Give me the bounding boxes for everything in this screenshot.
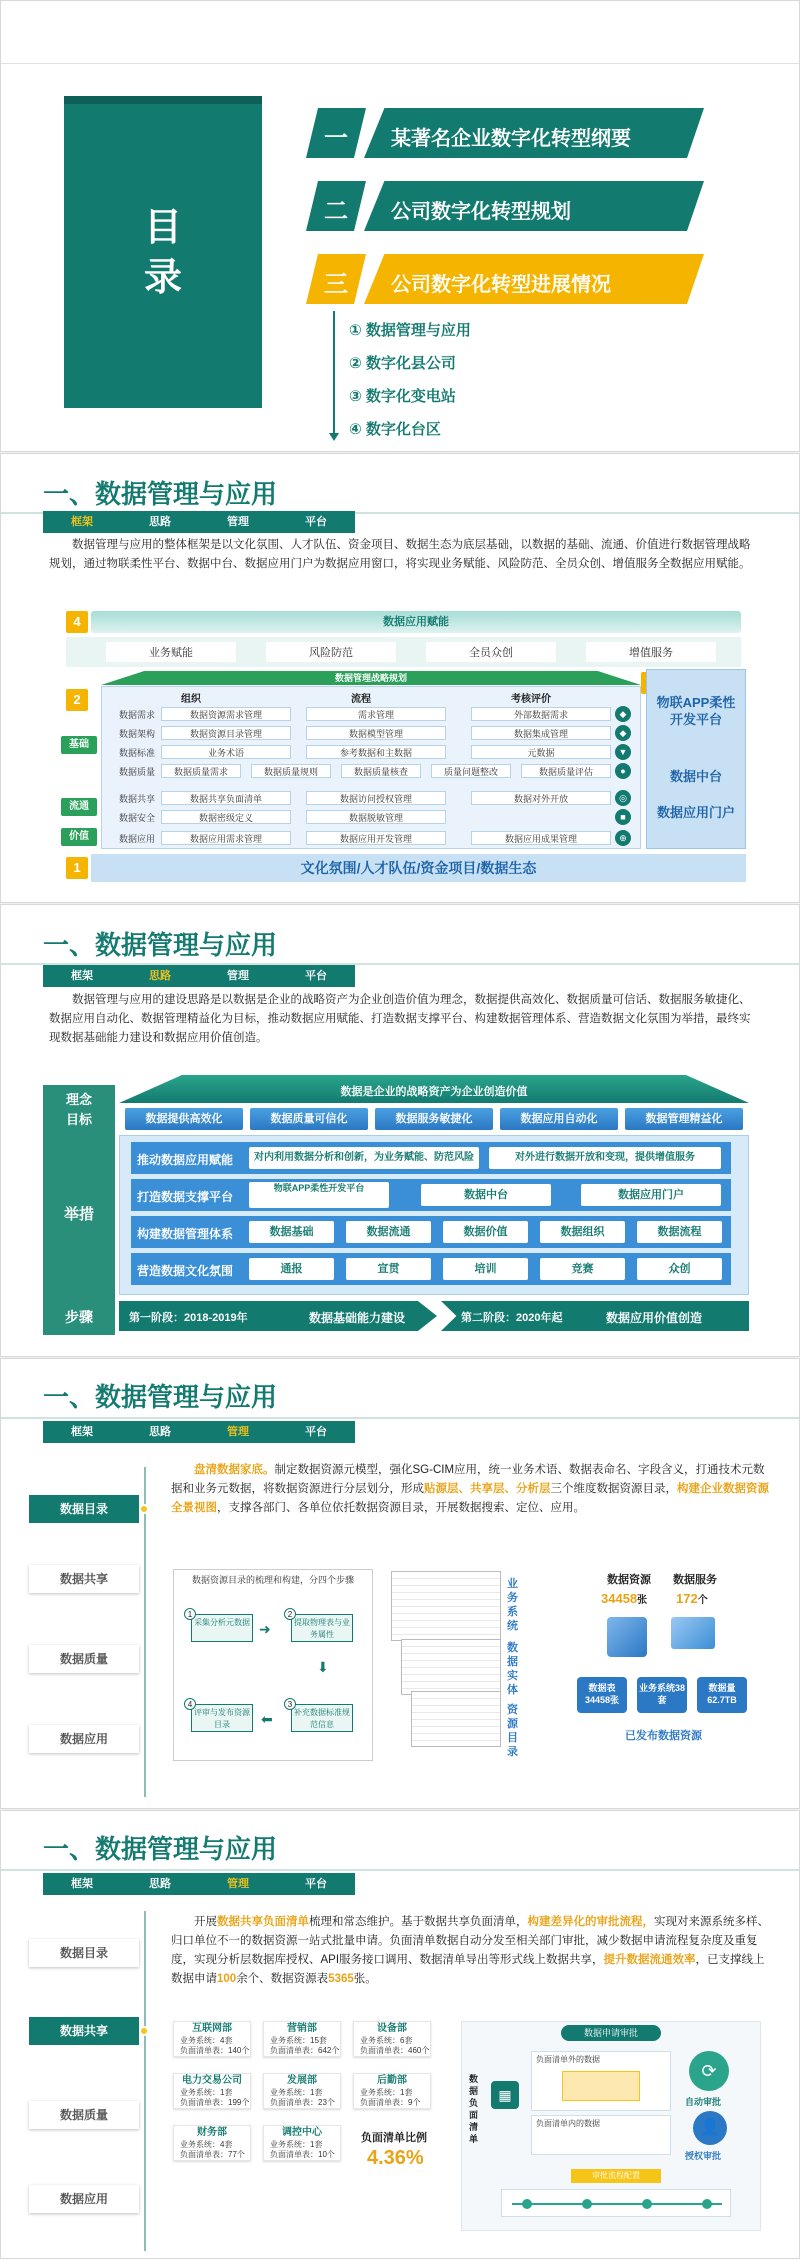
row1-icon: ◆ — [615, 706, 631, 722]
flow-step-3-text: 评审与发布资源目录 — [194, 1708, 250, 1729]
approval-in-label: 负面清单内的数据 — [536, 2119, 600, 2128]
resource-label: 数据资源 — [607, 1574, 651, 1586]
row7-cell-1: 数据应用需求管理 — [161, 831, 291, 845]
page-title: 一、数据管理与应用 — [43, 1834, 278, 1864]
service-label: 数据服务 — [673, 1574, 717, 1586]
measure-3-item-5: 数据流程 — [637, 1221, 722, 1243]
row3-icon: ▼ — [615, 744, 631, 760]
layer2-col-1: 组织 — [181, 694, 201, 705]
catalog-badge-1 — [577, 1677, 627, 1713]
row7-cell-2: 数据应用开发管理 — [306, 831, 446, 845]
layer4-number: 4 — [66, 611, 88, 633]
layer3-item-1: 物联APP柔性开发平台 — [656, 695, 736, 727]
dept-card-2-a: 业务系统：15套 — [270, 2036, 327, 2045]
side-label-basic: 基础 — [61, 736, 97, 754]
intro-paragraph: 数据管理与应用的整体框架是以文化氛围、人才队伍、资金项目、数据生态为底层基础，以数据的基础、流通、价值进行数据管理战略规划，通过物联柔性平台、数据中台、数据应用门户为数据应用窗口，将实现业务赋能、风险防范、全员众创、增值服务全数据应用赋能。 — [49, 539, 751, 570]
flow-num-4: 4 — [184, 1698, 196, 1710]
measure-4-item-4: 竞赛 — [540, 1258, 625, 1280]
dept-card-5-a: 业务系统：1套 — [270, 2088, 323, 2097]
tab-approach[interactable]: 思路 — [149, 970, 171, 982]
row7-cell-3: 数据应用成果管理 — [471, 831, 611, 845]
catalog-badge-3 — [697, 1677, 747, 1713]
dept-card-8-name: 调控中心 — [282, 2127, 322, 2138]
row4-cell-1: 数据质量需求 — [161, 764, 241, 778]
toc-sub-2[interactable]: ② 数字化县公司 — [349, 355, 456, 372]
para-hl-3: 提升数据流通效率 — [603, 1954, 696, 1966]
measure-2-item-2: 数据中台 — [421, 1184, 551, 1206]
step-2-phase: 第二阶段：2020年起 — [461, 1312, 563, 1324]
nav-dot-active — [139, 1504, 149, 1514]
para-text-2: 三个维度数据资源目录， — [550, 1483, 677, 1495]
row7-icon: ⊕ — [615, 830, 631, 846]
published-label: 已发布数据资源 — [625, 1730, 702, 1742]
toc-item-1-num: 一 — [324, 125, 348, 152]
dept-card-4-b: 负面清单表：199个 — [180, 2098, 250, 2107]
vert-label-systems: 业务系统 — [507, 1578, 518, 1632]
layer3-item-3: 数据应用门户 — [656, 805, 735, 820]
measure-3-item-2: 数据流通 — [346, 1221, 431, 1243]
page-title: 一、数据管理与应用 — [43, 479, 278, 509]
para-hl-1: 盘清数据家底。 — [194, 1464, 275, 1476]
layer1-number: 1 — [66, 857, 88, 879]
dept-card-1-name: 互联网部 — [192, 2023, 232, 2034]
ratio-value: 4.36% — [367, 2147, 424, 2169]
tab-platform[interactable]: 平台 — [305, 1878, 327, 1890]
goal-4: 数据应用自动化 — [500, 1108, 618, 1130]
manual-approve-icon: 👤 — [693, 2111, 727, 2145]
tab-bar — [43, 511, 355, 533]
row3-cell-3: 元数据 — [471, 745, 611, 759]
page-title: 一、数据管理与应用 — [43, 1382, 278, 1412]
row1-cell-3: 外部数据需求 — [471, 707, 611, 721]
service-unit: 个 — [697, 1595, 708, 1606]
flow-step-2 — [291, 1614, 353, 1642]
server-illustration-icon — [607, 1617, 647, 1657]
tab-bar — [43, 1873, 355, 1895]
row-name-6: 数据安全 — [119, 813, 156, 823]
dept-card-3 — [353, 2021, 431, 2057]
resource-num: 34458 — [601, 1591, 638, 1606]
row2-cell-2: 数据模型管理 — [306, 726, 446, 740]
row-name-7: 数据应用 — [119, 834, 156, 844]
toc-sub-arrow — [329, 433, 339, 441]
toc-item-3-num: 三 — [324, 271, 348, 298]
dept-card-8-b: 负面清单表：10个 — [270, 2150, 335, 2159]
para-hl-2: 贴源层、共享层、分析层 — [424, 1483, 551, 1495]
dept-card-6-b: 负面清单表：9个 — [360, 2098, 421, 2107]
dept-card-2 — [263, 2021, 341, 2057]
nav-data-sharing[interactable]: 数据共享 — [29, 2017, 139, 2045]
flow-step-4 — [291, 1704, 353, 1732]
row5-cell-3: 数据对外开放 — [471, 791, 611, 805]
flow-num-3: 3 — [284, 1698, 296, 1710]
tab-bar — [43, 965, 355, 987]
row4-cell-4: 质量问题整改 — [431, 764, 511, 778]
approval-out-label: 负面清单外的数据 — [536, 2055, 600, 2064]
layer4-item-2: 风险防范 — [266, 642, 396, 662]
tab-framework[interactable]: 框架 — [71, 970, 93, 982]
measure-1-item-1: 对内利用数据分析和创新，为业务赋能、防范风险 — [249, 1147, 479, 1169]
measure-4-name: 营造数据文化氛围 — [137, 1264, 234, 1278]
layer2-title: 数据管理战略规划 — [334, 673, 407, 683]
measure-3-item-4: 数据组织 — [540, 1221, 625, 1243]
label-measure: 举措 — [63, 1206, 94, 1223]
dept-card-5 — [263, 2073, 341, 2109]
stacked-table-1 — [391, 1571, 501, 1641]
measure-1-item-2: 对外进行数据开放和变现，提供增值服务 — [489, 1147, 721, 1169]
row4-icon: ● — [615, 763, 631, 779]
para-text-3: 实现对来源系统多样、归口单位不一的数据资源一站式批量申请。负面清单数据自动分发至相关部门审批，减少数据申请流程复杂度及重复度，实现分析层数据库授权、API服务接口调用、数据清单导出等形式线上数据共享， — [171, 1916, 769, 1966]
dept-card-5-name: 发展部 — [287, 2075, 317, 2086]
tab-framework[interactable]: 框架 — [71, 516, 93, 528]
row-name-2: 数据架构 — [119, 729, 156, 739]
monitor-illustration-icon — [671, 1617, 715, 1649]
slide-approach — [0, 904, 800, 1357]
flow-num-1: 1 — [184, 1608, 196, 1620]
toc-item-1-label: 某著名企业数字化转型纲要 — [391, 128, 631, 150]
nav-data-application[interactable]: 数据应用 — [29, 1725, 139, 1753]
toc-sub-3[interactable]: ③ 数字化变电站 — [349, 388, 456, 405]
flow-step-4-text: 补充数据标准规范信息 — [294, 1708, 350, 1729]
nav-data-catalog[interactable]: 数据目录 — [29, 1939, 139, 1967]
toc-sub-1[interactable]: ① 数据管理与应用 — [349, 322, 471, 339]
resource-value — [601, 1591, 647, 1606]
dept-card-8 — [263, 2125, 341, 2161]
para-text-6: 张。 — [353, 1973, 377, 1985]
layer4-items — [66, 637, 741, 667]
row-name-4: 数据质量 — [119, 767, 156, 777]
row-name-3: 数据标准 — [119, 748, 156, 758]
step-2-goal: 数据应用价值创造 — [606, 1311, 703, 1325]
approval-vert-label: 数据负面清单 — [469, 2074, 479, 2144]
layer4-item-3: 全员众创 — [426, 642, 556, 662]
row6-icon: ■ — [615, 809, 631, 825]
tab-approach[interactable]: 思路 — [149, 1426, 171, 1438]
row2-cell-3: 数据集成管理 — [471, 726, 611, 740]
goal-5: 数据管理精益化 — [625, 1108, 743, 1130]
row-name-5: 数据共享 — [119, 794, 156, 804]
sharing-paragraph — [171, 1913, 771, 1989]
dept-card-7-name: 财务部 — [197, 2127, 227, 2138]
row6-cell-1: 数据密级定义 — [161, 810, 291, 824]
label-concept: 理念 — [65, 1092, 92, 1107]
dept-card-7 — [173, 2125, 251, 2161]
dept-card-1-b: 负面清单表：140个 — [180, 2046, 250, 2055]
side-label-value: 价值 — [61, 828, 97, 846]
layer2-col-3: 考核评价 — [511, 694, 551, 705]
row5-cell-2: 数据访问授权管理 — [306, 791, 446, 805]
layer3-item-2: 数据中台 — [669, 769, 722, 784]
layer2-col-2: 流程 — [351, 694, 371, 705]
measure-3-item-1: 数据基础 — [249, 1221, 334, 1243]
layer4-item-1: 业务赋能 — [106, 642, 236, 662]
measure-4-item-3: 培训 — [443, 1258, 528, 1280]
tab-platform[interactable]: 平台 — [305, 970, 327, 982]
toc-sub-line — [333, 311, 335, 437]
para-text-3: ，支撑各部门、各单位依托数据资源目录，开展数据搜索、定位、应用。 — [217, 1502, 585, 1514]
para-hl-3: 构建企业数据资源全景视图 — [171, 1483, 769, 1514]
approval-in-box — [531, 2115, 671, 2155]
row4-cell-5: 数据质量评估 — [521, 764, 611, 778]
toc-item-2[interactable] — [306, 181, 706, 231]
vert-label-entities: 数据实体 — [507, 1642, 518, 1696]
row5-cell-1: 数据共享负面清单 — [161, 791, 291, 805]
dept-card-3-b: 负面清单表：460个 — [360, 2046, 430, 2055]
auto-approve-icon: ⟳ — [689, 2051, 729, 2091]
dept-card-1 — [173, 2021, 251, 2057]
layer4-bar: 数据应用赋能 — [91, 611, 741, 633]
layer2-number: 2 — [66, 689, 88, 711]
step-1-phase: 第一阶段：2018-2019年 — [129, 1312, 248, 1324]
catalog-badge-2-text: 业务系统38套 — [639, 1683, 686, 1705]
dept-card-3-a: 业务系统：6套 — [360, 2036, 413, 2045]
flow-arrow-left-icon: ⬅ — [261, 1711, 273, 1727]
toc-title-char-1: 目 — [143, 207, 182, 249]
approval-flow-bar — [501, 2189, 731, 2217]
para-text-2: 梳理和常态维护。基于数据共享负面清单， — [309, 1916, 528, 1928]
concept-text: 数据是企业的战略资产为企业创造价值 — [340, 1086, 528, 1098]
para-hl-1: 数据共享负面清单 — [217, 1916, 309, 1928]
toc-sub-4[interactable]: ④ 数字化台区 — [349, 421, 441, 438]
nav-data-quality[interactable]: 数据质量 — [29, 1645, 139, 1673]
nav-dot-active — [139, 2026, 149, 2036]
flow-title: 数据资源目录的梳理和构建，分四个步骤 — [191, 1575, 354, 1585]
layer4-item-4: 增值服务 — [586, 642, 716, 662]
tab-framework[interactable]: 框架 — [71, 1426, 93, 1438]
tab-bar — [43, 1421, 355, 1443]
measure-4-item-1: 通报 — [249, 1258, 334, 1280]
service-value — [676, 1591, 708, 1606]
dept-card-6 — [353, 2073, 431, 2109]
flow-step-2-text: 提取物理表与业务属性 — [294, 1618, 350, 1639]
resource-unit: 张 — [637, 1595, 648, 1606]
measure-1-name: 推动数据应用赋能 — [137, 1153, 234, 1167]
para-text-1: 制定数据资源元模型，强化SG-CIM应用，统一业务术语、数据表命名、字段含义，打通技术元数据和业务元数据，将数据资源进行分层划分，形成 — [171, 1464, 765, 1495]
calendar-icon: ▦ — [491, 2081, 519, 2109]
tab-management[interactable]: 管理 — [227, 970, 249, 982]
dept-card-6-name: 后勤部 — [377, 2075, 407, 2086]
slide-toc — [0, 0, 800, 452]
tab-approach[interactable]: 思路 — [149, 516, 171, 528]
label-goal: 目标 — [65, 1112, 92, 1127]
row4-cell-2: 数据质量规则 — [251, 764, 331, 778]
para-text-4: ，已支撑线上数据申请 — [171, 1954, 765, 1985]
ratio-label: 负面清单比例 — [361, 2132, 427, 2144]
intro-paragraph: 数据管理与应用的建设思路是以数据是企业的战略资产为企业创造价值为理念，数据提供高效化、数据质量可信话、数据服务敏捷化、数据应用自动化、数据管理精益化为目标，推动数据应用赋能、打造数据支撑平台、构建数据管理体系、营造数据文化氛围为举措，最终实现数据基础能力建设和数据应用价值创造。 — [49, 994, 751, 1044]
manual-approve-label: 授权审批 — [685, 2151, 722, 2161]
dept-card-6-a: 业务系统：1套 — [360, 2088, 413, 2097]
service-num: 172 — [676, 1591, 698, 1606]
auto-approve-label: 自动审批 — [685, 2097, 722, 2107]
catalog-badge-1-text: 数据表34458张 — [584, 1683, 620, 1705]
flow-step-1-text: 采集分析元数据 — [194, 1618, 250, 1627]
dept-card-1-a: 业务系统：4套 — [180, 2036, 233, 2045]
nav-timeline — [144, 1911, 146, 2251]
label-step: 步骤 — [65, 1309, 93, 1325]
title-divider — [1, 1869, 800, 1871]
dept-card-3-name: 设备部 — [377, 2023, 407, 2034]
flow-panel — [173, 1569, 373, 1761]
goal-2: 数据质量可信化 — [250, 1108, 368, 1130]
measure-3-item-3: 数据价值 — [443, 1221, 528, 1243]
tab-platform[interactable]: 平台 — [305, 516, 327, 528]
tab-framework[interactable]: 框架 — [71, 1878, 93, 1890]
dept-card-4-name: 电力交易公司 — [182, 2075, 242, 2086]
row2-icon: ◆ — [615, 725, 631, 741]
approval-out-inner — [562, 2071, 640, 2101]
side-label-flow: 流通 — [61, 798, 97, 816]
goal-1: 数据提供高效化 — [125, 1108, 243, 1130]
toc-title-block — [64, 96, 262, 408]
slide-data-catalog — [0, 1358, 800, 1809]
para-text-1: 开展 — [194, 1916, 217, 1928]
stacked-table-3 — [411, 1691, 501, 1747]
measure-3-name: 构建数据管理体系 — [137, 1227, 234, 1241]
tab-approach[interactable]: 思路 — [149, 1878, 171, 1890]
dept-card-4-a: 业务系统：1套 — [180, 2088, 233, 2097]
slide-data-sharing — [0, 1810, 800, 2259]
toc-item-3-label: 公司数字化转型进展情况 — [391, 274, 611, 296]
row4-cell-3: 数据质量核查 — [341, 764, 421, 778]
tab-management[interactable]: 管理 — [227, 516, 249, 528]
toc-item-2-num: 二 — [324, 198, 348, 225]
dept-card-4 — [173, 2073, 251, 2109]
dept-card-5-b: 负面清单表：23个 — [270, 2098, 335, 2107]
flow-arrow-right-icon: ➜ — [259, 1621, 271, 1637]
para-hl-5: 5365 — [328, 1973, 354, 1985]
row2-cell-1: 数据资源目录管理 — [161, 726, 291, 740]
row5-icon: ◎ — [615, 790, 631, 806]
catalog-badge-3-text: 数据量62.7TB — [707, 1683, 737, 1705]
measure-4-item-5: 众创 — [637, 1258, 722, 1280]
vert-label-catalog: 资源目录 — [507, 1704, 518, 1758]
flow-step-3 — [191, 1704, 253, 1732]
para-hl-4: 100 — [217, 1973, 237, 1985]
row6-cell-2: 数据脱敏管理 — [306, 810, 446, 824]
toc-item-2-label: 公司数字化转型规划 — [391, 201, 571, 223]
nav-data-application[interactable]: 数据应用 — [29, 2185, 139, 2213]
nav-data-sharing[interactable]: 数据共享 — [29, 1565, 139, 1593]
dept-card-7-a: 业务系统：4套 — [180, 2140, 233, 2149]
measure-2-item-1: 物联APP柔性开发平台 — [249, 1182, 389, 1208]
toc-top-line — [1, 63, 800, 64]
stacked-table-2 — [401, 1639, 501, 1695]
approval-title: 数据申请审批 — [561, 2025, 661, 2041]
dept-card-7-b: 负面清单表：77个 — [180, 2150, 245, 2159]
toc-title-char-2: 录 — [143, 257, 182, 299]
tab-management[interactable]: 管理 — [227, 1426, 249, 1438]
dept-card-2-name: 营销部 — [287, 2023, 317, 2034]
tab-management[interactable]: 管理 — [227, 1878, 249, 1890]
flow-step-1 — [191, 1614, 253, 1642]
measure-4-item-2: 宣贯 — [346, 1258, 431, 1280]
flow-arrow-down-icon: ⬇ — [317, 1659, 329, 1675]
approval-flow-title: 审批流程配置 — [571, 2169, 661, 2183]
page-title: 一、数据管理与应用 — [43, 930, 278, 960]
nav-data-catalog[interactable]: 数据目录 — [29, 1495, 139, 1523]
catalog-paragraph — [171, 1461, 771, 1518]
para-text-5: 余个、数据资源表 — [236, 1973, 329, 1985]
flow-num-2: 2 — [284, 1608, 296, 1620]
measure-2-name: 打造数据支撑平台 — [137, 1190, 234, 1204]
goal-3: 数据服务敏捷化 — [375, 1108, 493, 1130]
row1-cell-1: 数据资源需求管理 — [161, 707, 291, 721]
measure-2-item-3: 数据应用门户 — [581, 1184, 721, 1206]
dept-card-2-b: 负面清单表：642个 — [270, 2046, 340, 2055]
para-hl-2: 构建差异化的审批流程， — [527, 1916, 654, 1928]
nav-timeline — [144, 1467, 146, 1797]
toc-item-1[interactable] — [306, 108, 706, 158]
toc-item-3[interactable] — [306, 254, 706, 304]
tab-platform[interactable]: 平台 — [305, 1426, 327, 1438]
title-divider — [1, 1417, 800, 1419]
layer1-bar: 文化氛围/人才队伍/资金项目/数据生态 — [91, 854, 746, 882]
row-name-1: 数据需求 — [119, 710, 156, 720]
row3-cell-1: 业务术语 — [161, 745, 291, 759]
catalog-badge-2 — [637, 1677, 687, 1713]
step-1-goal: 数据基础能力建设 — [309, 1311, 406, 1325]
slide-framework — [0, 453, 800, 903]
nav-data-quality[interactable]: 数据质量 — [29, 2101, 139, 2129]
approval-out-box — [531, 2051, 671, 2111]
dept-card-8-a: 业务系统：1套 — [270, 2140, 323, 2149]
row1-cell-2: 需求管理 — [306, 707, 446, 721]
row3-cell-2: 参考数据和主数据 — [306, 745, 446, 759]
